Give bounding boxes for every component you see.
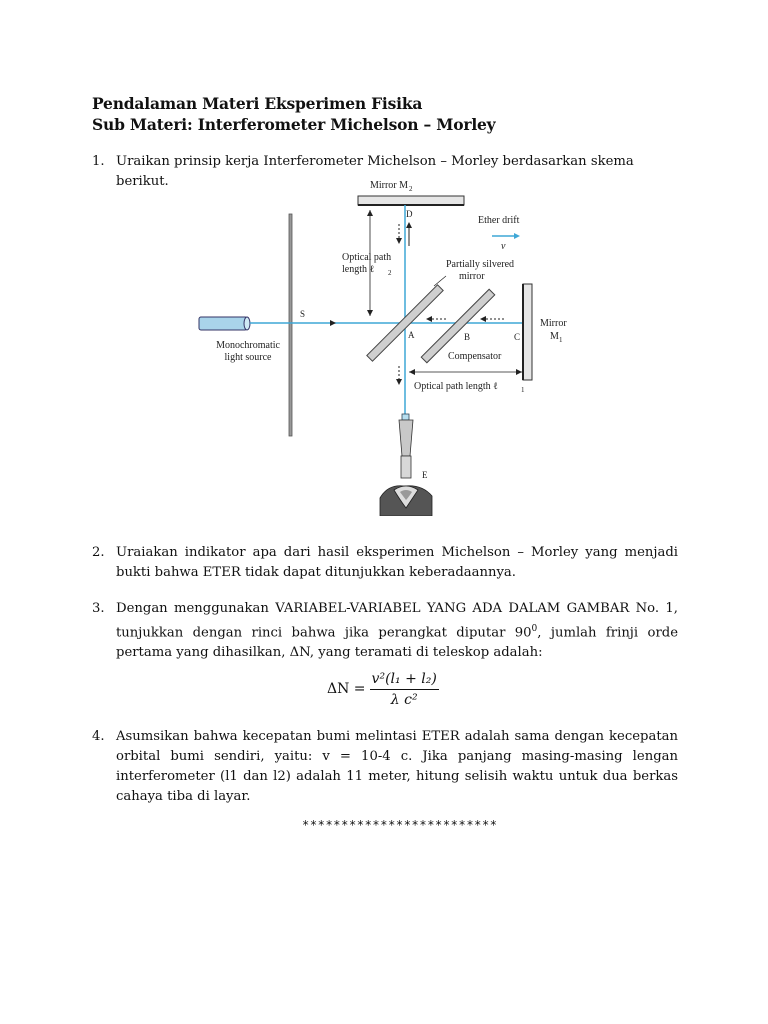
- michelson-morley-diagram: [196, 176, 586, 516]
- monochromatic-label-2: light source: [224, 352, 272, 363]
- question-number: 1.: [92, 154, 105, 169]
- partially-silvered-label-1: Partially silvered: [446, 259, 515, 270]
- observer-eye: [380, 486, 432, 516]
- label-e: E: [422, 470, 428, 480]
- ether-drift-label: Ether drift: [478, 215, 520, 226]
- light-source: [199, 317, 247, 330]
- optical-path-2-label-2: length ℓ: [342, 264, 375, 275]
- arrow-right-icon: [514, 233, 520, 239]
- mirror-m1-subscript: 1: [559, 336, 563, 344]
- question-text: Asumsikan bahwa kecepatan bumi melintasi ETER adalah sama dengan kecepatan orbital bumi sendiri, yaitu: v = 10-4 c. Jika panjang masing-masing lengan interferometer (l1 dan l2) adalah 11 meter, hitung selisih waktu untuk dua berkas cahaya tiba di layar.: [116, 729, 678, 804]
- partially-silvered-label-2: mirror: [459, 271, 485, 282]
- formula-numerator: v²(l₁ + l₂): [370, 671, 439, 690]
- mirror-m2-label: Mirror M: [369, 180, 408, 191]
- label-a: A: [408, 330, 415, 340]
- velocity-label: v: [501, 241, 506, 252]
- question-text: Uraiakan indikator apa dari hasil eksperimen Michelson – Morley yang menjadi bukti bahwa ETER tidak dapat ditunjukkan keberadaannya.: [116, 545, 678, 580]
- question-3: [92, 599, 678, 663]
- question-text-part: , jumlah frinji orde pertama yang dihasilkan, ΔN, yang teramati di teleskop adalah:: [116, 625, 678, 661]
- question-text: [116, 599, 678, 663]
- compensator-label: Compensator: [448, 351, 502, 362]
- document-subtitle: Sub Materi: Interferometer Michelson – Morley: [92, 115, 496, 134]
- telescope: [399, 414, 413, 478]
- question-text: Uraikan prinsip kerja Interferometer Michelson – Morley berdasarkan skema berikut.: [116, 154, 634, 189]
- question-2: [92, 543, 678, 583]
- optical-path-2-label-1: Optical path: [342, 252, 392, 263]
- label-c: C: [514, 332, 521, 342]
- footer-stars: *************************: [302, 818, 498, 832]
- monochromatic-label-1: Monochromatic: [216, 340, 280, 351]
- label-s: S: [300, 309, 306, 319]
- document-title: Pendalaman Materi Eksperimen Fisika: [92, 94, 423, 113]
- glass-plate: [289, 214, 292, 436]
- label-d: D: [406, 209, 413, 219]
- question-text-part: Dengan menggunakan VARIABEL-VARIABEL YANG ADA DALAM GAMBAR No. 1, tunjukkan dengan rinci bahwa jika perangkat diputar 90: [116, 601, 678, 641]
- mirror-m1-label-1: Mirror: [540, 318, 567, 329]
- optical-path-1-subscript: 1: [521, 386, 525, 394]
- mirror-m2-subscript: 2: [409, 185, 413, 193]
- label-b: B: [464, 332, 471, 342]
- question-number: 4.: [92, 729, 105, 744]
- degree-superscript: 0: [531, 624, 538, 634]
- mirror-m2: [358, 196, 464, 205]
- formula-denominator: λ c²: [390, 691, 418, 708]
- formula-fraction: [370, 671, 439, 708]
- optical-path-2-subscript: 2: [388, 269, 392, 277]
- question-number: 2.: [92, 545, 105, 560]
- formula-lhs: ΔN =: [327, 681, 366, 697]
- optical-path-1-label: Optical path length ℓ: [414, 381, 498, 392]
- question-4: [92, 727, 678, 807]
- mirror-m1-label-2: M: [550, 331, 559, 342]
- formula-delta-n: [327, 668, 439, 710]
- mirror-m1: [523, 284, 532, 380]
- question-number: 3.: [92, 601, 105, 616]
